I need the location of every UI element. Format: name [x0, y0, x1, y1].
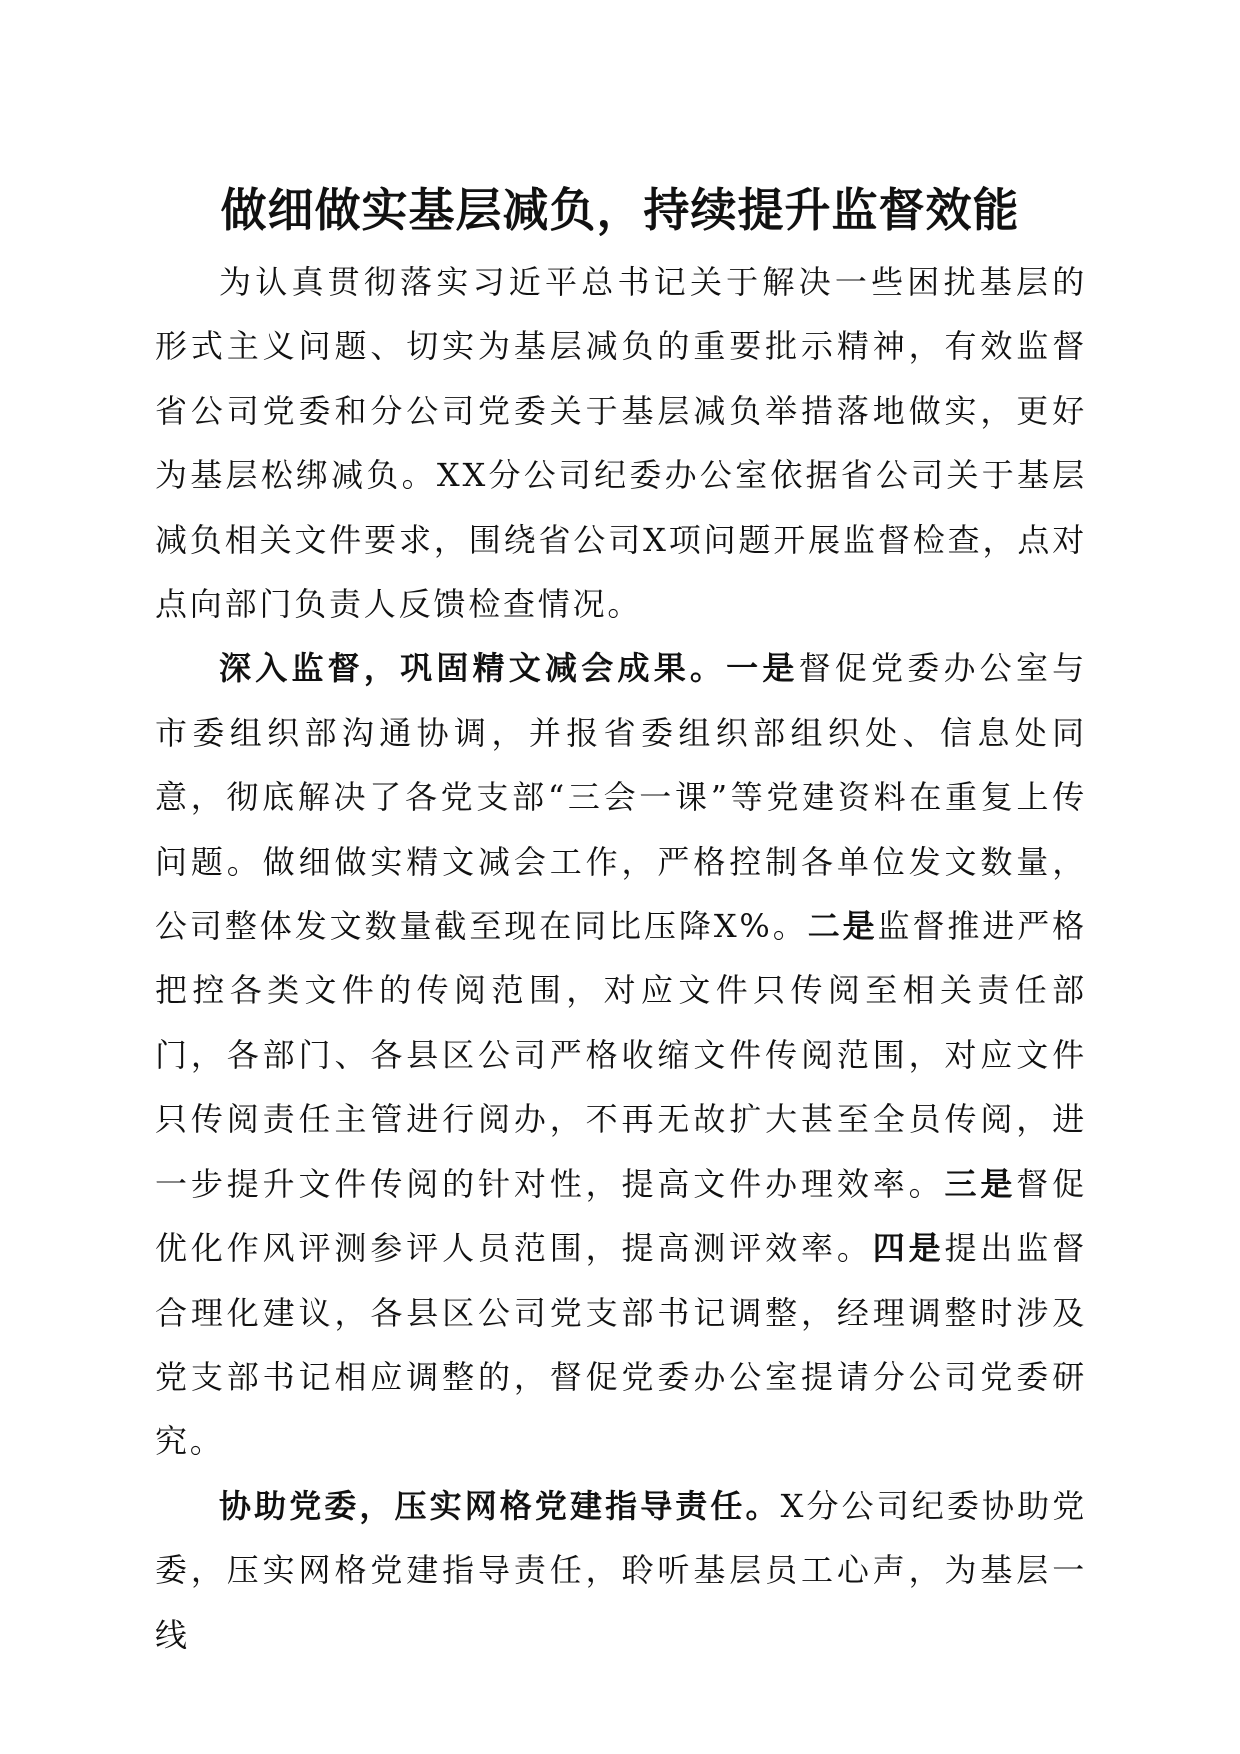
section-1-paragraph	[155, 636, 1087, 1473]
document-title: 做细做实基层减负，持续提升监督效能	[220, 183, 1020, 237]
document-body	[155, 250, 1087, 1667]
section-2-paragraph	[155, 1474, 1087, 1667]
intro-paragraph: 为认真贯彻落实习近平总书记关于解决一些困扰基层的形式主义问题、切实为基层减负的重要批示精神，有效监督省公司党委和分公司党委关于基层减负举措落地做实，更好为基层松绑减负。XX分公司纪委办公室依据省公司关于基层减负相关文件要求，围绕省公司X项问题开展监督检查，点对点向部门负责人反馈检查情况。	[155, 263, 1087, 624]
point-3-text: 督促优化作风评测参评人员范围，提高测评效率。	[155, 1164, 1087, 1268]
point-3-label: 三是	[944, 1164, 1017, 1203]
section-1-heading: 深入监督，巩固精文减会成果。	[219, 649, 727, 688]
point-4-text: 提出监督合理化建议，各县区公司党支部书记调整，经理调整时涉及党支部书记相应调整的，督促党委办公室提请分公司党委研究。	[155, 1229, 1087, 1461]
point-2-label: 二是	[807, 907, 878, 946]
point-4-label: 四是	[872, 1229, 945, 1268]
point-1-label: 一是	[726, 649, 799, 688]
point-1-text: 督促党委办公室与市委组织部沟通协调，并报省委组织部组织处、信息处同意，彻底解决了各党支部“三会一课”等党建资料在重复上传问题。做细做实精文减会工作，严格控制各单位发文数量，公司整体发文数量截至现在同比压降X%。	[155, 649, 1087, 946]
point-2-text: 监督推进严格把控各类文件的传阅范围，对应文件只传阅至相关责任部门，各部门、各县区公司严格收缩文件传阅范围，对应文件只传阅责任主管进行阅办，不再无故扩大甚至全员传阅，进一步提升文件传阅的针对性，提高文件办理效率。	[155, 907, 1087, 1203]
section-2-text: X分公司纪委协助党委，压实网格党建指导责任，聆听基层员工心声，为基层一线	[155, 1486, 1087, 1654]
section-2-heading: 协助党委，压实网格党建指导责任。	[219, 1486, 781, 1525]
